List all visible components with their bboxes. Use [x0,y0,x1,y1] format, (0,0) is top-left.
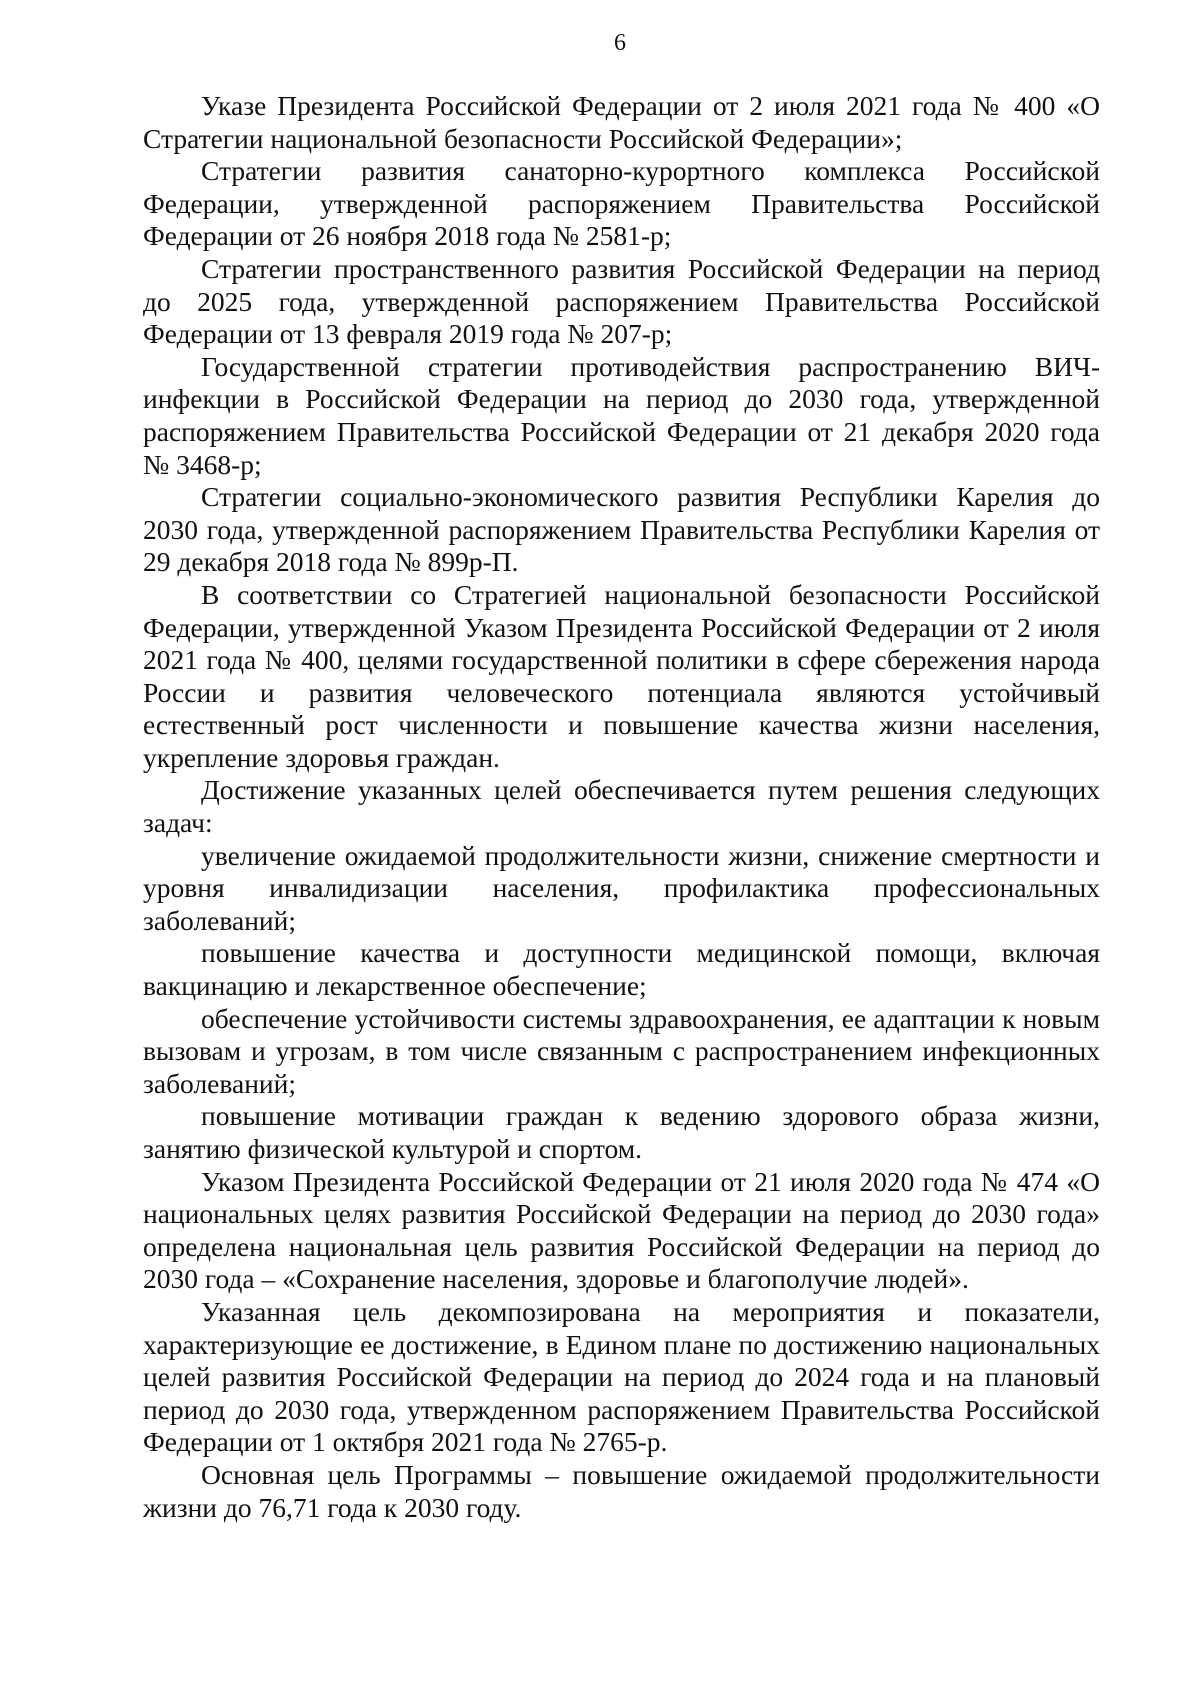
list-item: обеспечение устойчивости системы здравоохранения, ее адаптации к новым вызовам и угрозам, в том числе связанным с распространением инфекционных заболеваний; [143,1002,1100,1099]
paragraph: Стратегии социально-экономического развития Республики Карелия до 2030 года, утвержденной распоряжением Правительства Республики Карелия от 29 декабря 2018 года № 899р-П. [143,481,1100,578]
document-body [143,90,1100,1524]
paragraph: Достижение указанных целей обеспечивается путем решения следующих задач: [143,774,1100,839]
page-number: 6 [614,30,626,56]
list-item: повышение качества и доступности медицинской помощи, включая вакцинацию и лекарственное обеспечение; [143,937,1100,1002]
paragraph: Указе Президента Российской Федерации от 2 июля 2021 года № 400 «О Стратегии национальной безопасности Российской Федерации»; [143,90,1100,154]
paragraph: Указанная цель декомпозирована на мероприятия и показатели, характеризующие ее достижение, в Едином плане по достижению национальных целей развития Российской Федерации на период до 2024 года и на плановый период до 2030 года, утвержденном распоряжением Правительства Российской Федерации от 1 октября 2021 года № 2765-р. [143,1295,1100,1458]
paragraph: Государственной стратегии противодействия распространению ВИЧ-инфекции в Российской Федерации на период до 2030 года, утвержденной распоряжением Правительства Российской Федерации от 21 декабря 2020 года № 3468-р; [143,350,1100,480]
list-item: повышение мотивации граждан к ведению здорового образа жизни, занятию физической культурой и спортом. [143,1100,1100,1164]
paragraph: В соответствии со Стратегией национальной безопасности Российской Федерации, утвержденной Указом Президента Российской Федерации от 2 июля 2021 года № 400, целями государственной политики в сфере сбережения народа России и развития человеческого потенциала являются устойчивый естественный рост численности и повышение качества жизни населения, укрепление здоровья граждан. [143,578,1100,773]
paragraph: Основная цель Программы – повышение ожидаемой продолжительности жизни до 76,71 года к 2030 году. [143,1458,1100,1523]
paragraph: Стратегии пространственного развития Российской Федерации на период до 2025 года, утвержденной распоряжением Правительства Российской Федерации от 13 февраля 2019 года № 207-р; [143,252,1100,350]
paragraph: Стратегии развития санаторно-курортного комплекса Российской Федерации, утвержденной распоряжением Правительства Российской Федерации от 26 ноября 2018 года № 2581-р; [143,155,1100,252]
list-item: увеличение ожидаемой продолжительности жизни, снижение смертности и уровня инвалидизации населения, профилактика профессиональных заболеваний; [143,839,1100,936]
paragraph: Указом Президента Российской Федерации от 21 июля 2020 года № 474 «О национальных целях развития Российской Федерации на период до 2030 года» определена национальная цель развития Российской Федерации на период до 2030 года – «Сохранение населения, здоровье и благополучие людей». [143,1165,1100,1295]
